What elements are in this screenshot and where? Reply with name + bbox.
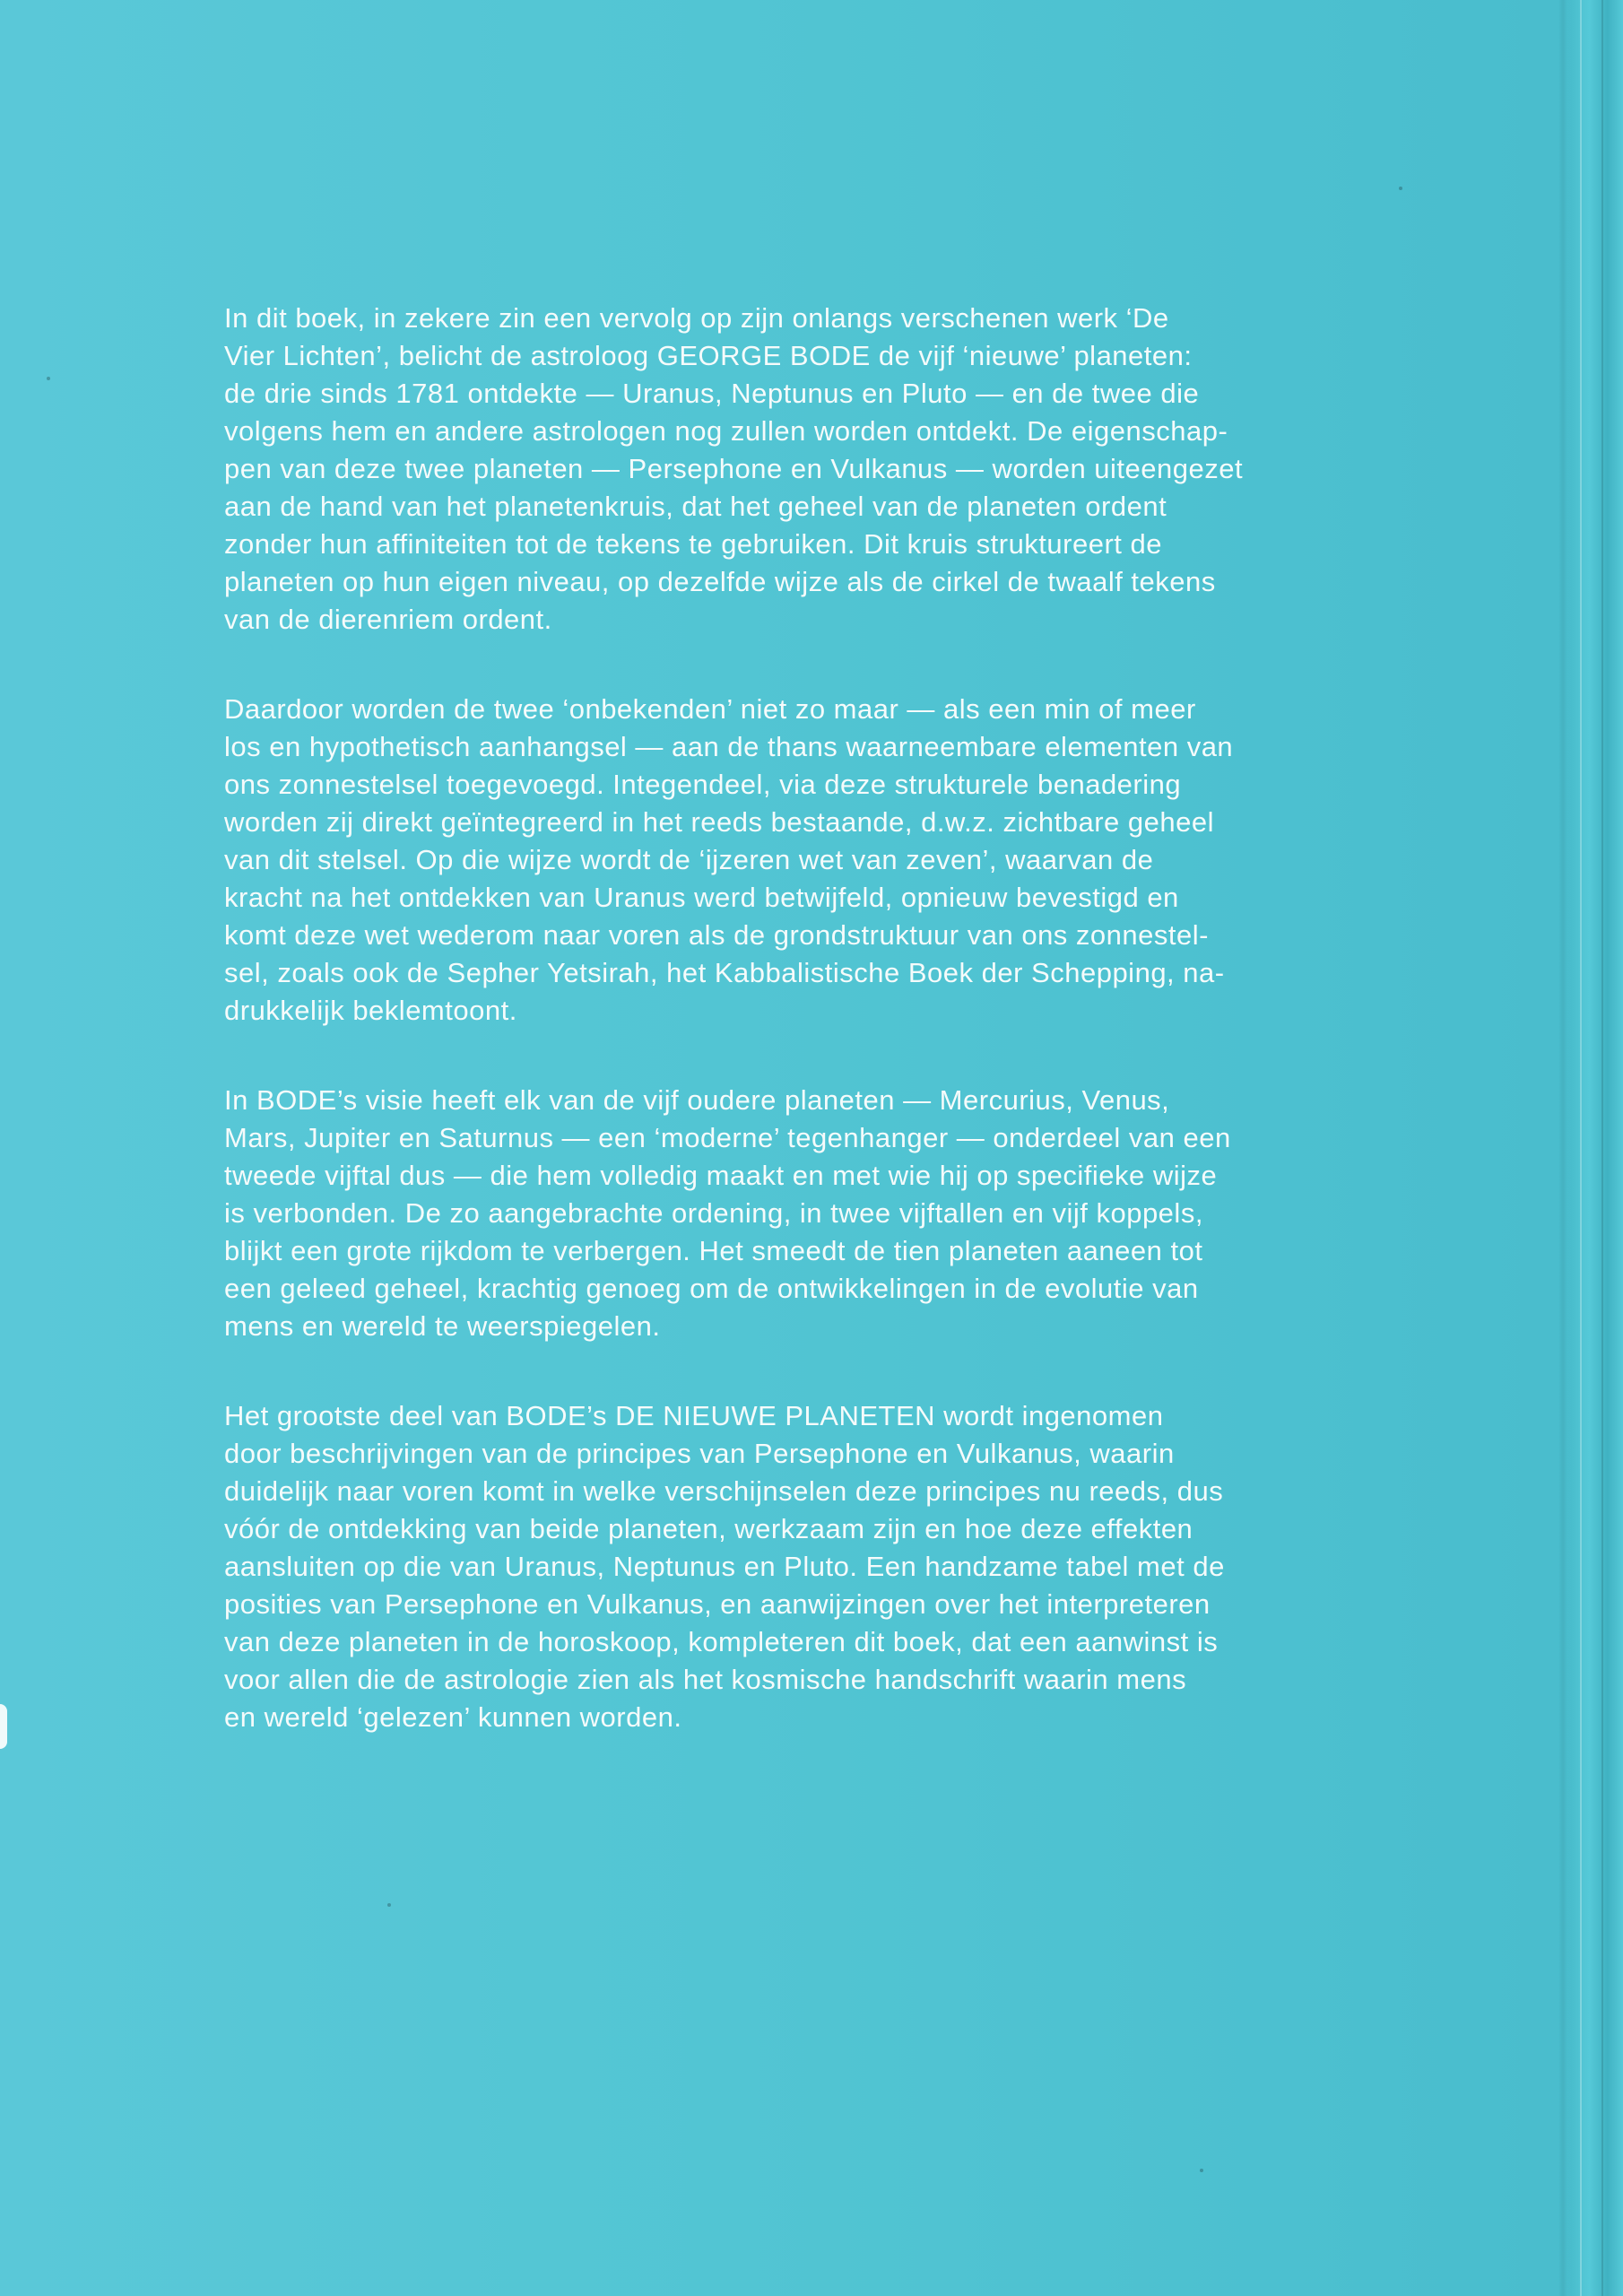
blurb-paragraph-4: Het grootste deel van BODE’s DE NIEUWE PLANETEN wordt ingenomen door beschrijvingen van de principes van Persephone en Vulkanus, waarin duidelijk naar voren komt in welke verschijnselen deze principes nu reeds, dus vóór de ontdekking van beide planeten, werkzaam zijn en hoe deze effekten aansluiten op die van Uranus, Neptunus en Pluto. Een handzame tabel met de posities van Persephone en Vulkanus, en aanwijzingen over het interpreteren van deze planeten in de horoskoop, kompleteren dit boek, dat een aanwinst is voor allen die de astrologie zien als het kosmische handschrift waarin mens en wereld ‘gelezen’ kunnen worden. xyxy=(224,1400,1225,1733)
print-speck xyxy=(1200,2169,1203,2172)
print-speck xyxy=(47,377,50,380)
blurb-text-block xyxy=(224,300,1390,1736)
spine-highlight-line xyxy=(1580,0,1582,2296)
book-spine-edge xyxy=(1571,0,1623,2296)
spine-shadow-line xyxy=(1601,0,1603,2296)
edge-tear-mark xyxy=(0,1704,7,1749)
cover-fold-shadow xyxy=(1558,0,1567,2296)
print-speck xyxy=(1399,187,1402,190)
blurb-paragraph-1: In dit boek, in zekere zin een vervolg op zijn onlangs verschenen werk ‘De Vier Lichten’, belicht de astroloog GEORGE BODE de vijf ‘nieuwe’ planeten: de drie sinds 1781 ontdekte — Uranus, Neptunus en Pluto — en de twee die volgens hem en andere astrologen nog zullen worden ontdekt. De eigenschap- pen van deze twee planeten — Persephone en Vulkanus — worden uiteengezet aan de hand van het planetenkruis, dat het geheel van de planeten ordent zonder hun affiniteiten tot de tekens te gebruiken. Dit kruis struktureert de planeten op hun eigen niveau, op dezelfde wijze als de cirkel de twaalf tekens van de dierenriem ordent. xyxy=(224,302,1244,635)
blurb-paragraph-2: Daardoor worden de twee ‘onbekenden’ niet zo maar — als een min of meer los en hypothetisch aanhangsel — aan de thans waarneembare elementen van ons zonnestelsel toegevoegd. Integendeel, via deze strukturele benadering worden zij direkt geïntegreerd in het reeds bestaande, d.w.z. zichtbare geheel van dit stelsel. Op die wijze wordt de ‘ijzeren wet van zeven’, waarvan de kracht na het ontdekken van Uranus werd betwijfeld, opnieuw bevestigd en komt deze wet wederom naar voren als de grondstruktuur van ons zonnestel- sel, zoals ook de Sepher Yetsirah, het Kabbalistische Boek der Schepping, na- drukkelijk beklemtoont. xyxy=(224,693,1234,1026)
blurb-paragraph-3: In BODE’s visie heeft elk van de vijf oudere planeten — Mercurius, Venus, Mars, Jupiter en Saturnus — een ‘moderne’ tegenhanger — onderdeel van een tweede vijftal dus — die hem volledig maakt en met wie hij op specifieke wijze is verbonden. De zo aangebrachte ordening, in twee vijftallen en vijf koppels, blijkt een grote rijkdom te verbergen. Het smeedt de tien planeten aaneen tot een geleed geheel, krachtig genoeg om de ontwikkelingen in de evolutie van mens en wereld te weerspiegelen. xyxy=(224,1084,1231,1342)
print-speck xyxy=(387,1903,391,1907)
